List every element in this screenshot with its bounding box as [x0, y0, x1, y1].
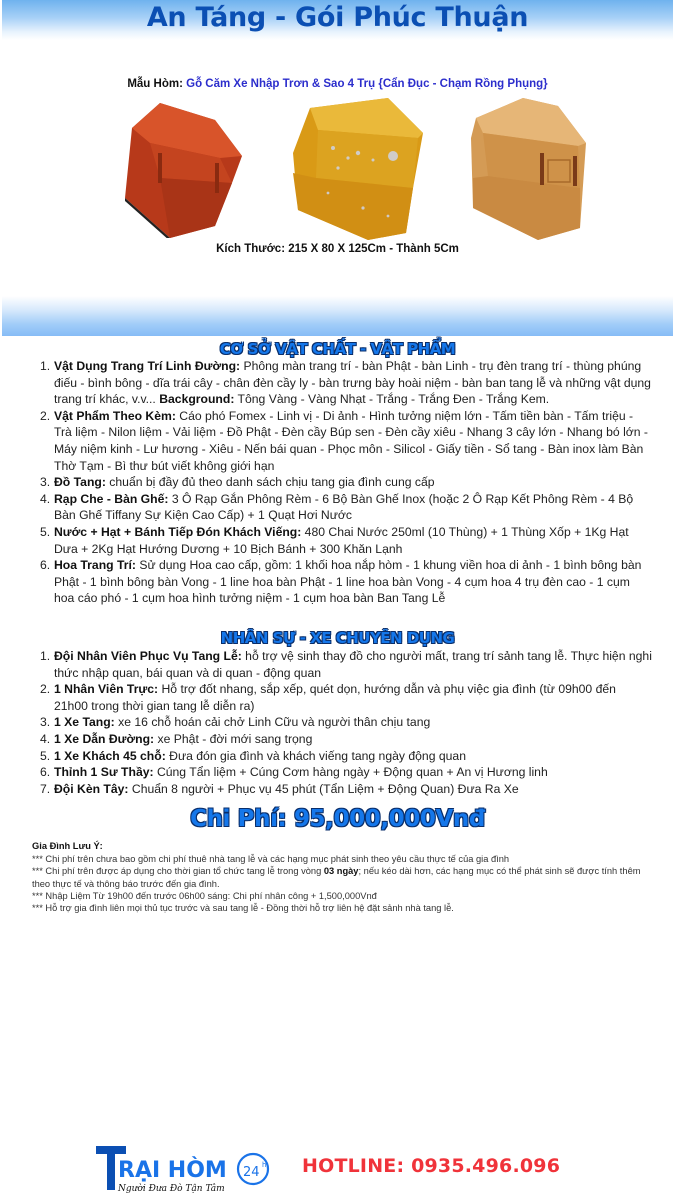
item-title: Hoa Trang Trí: [54, 558, 136, 573]
hotline-phone[interactable]: HOTLINE: 0935.496.096 [302, 1155, 561, 1177]
page-title: An Táng - Gói Phúc Thuận [146, 2, 529, 33]
facilities-item [40, 358, 652, 408]
footer [0, 1138, 675, 1194]
section-gradient-band [2, 296, 673, 336]
item-number: 4. [40, 731, 51, 746]
item-number: 3. [40, 475, 51, 490]
item-title: Nước + Hạt + Bánh Tiếp Đón Khách Viếng: [54, 524, 302, 539]
item-extra-text: Tông Vàng - Vàng Nhạt - Trắng - Trắng Đen - Trắng Kem. [234, 392, 550, 407]
item-text: Đưa đón gia đình và khách viếng tang ngày động quan [165, 748, 466, 763]
item-title: 1 Xe Tang: [54, 715, 115, 730]
carved-wood-coffin-image [468, 98, 588, 240]
item-text: 480 Chai Nước 250ml (10 Thùng) + 1 Thùng Xốp + 1Kg Hạt Dưa + 2Kg Hạt Hướng Dương + 10 Bịch Bánh + 300 Khăn Lạnh [54, 524, 629, 556]
coffin-size-text: Kích Thước: 215 X 80 X 125Cm - Thành 5Cm [216, 243, 459, 255]
item-title: Đội Kèn Tây: [54, 781, 129, 796]
brand-logo [96, 1144, 276, 1194]
facilities-list [40, 358, 652, 607]
item-title: Đội Nhân Viên Phục Vụ Tang Lễ: [54, 649, 242, 663]
facilities-item [40, 474, 652, 491]
staff-heading: NHÂN SỰ - XE CHUYÊN DỤNG [220, 629, 455, 647]
coffin-model-line [0, 78, 675, 90]
item-number: 6. [40, 558, 51, 573]
item-title: Vật Phẩm Theo Kèm: [54, 408, 176, 423]
item-number: 1. [40, 649, 51, 663]
item-text: 3 Ô Rạp Gắn Phông Rèm - 6 Bộ Bàn Ghế Inox (hoặc 2 Ô Rạp Kết Phông Rèm - 4 Bộ Bàn Ghế Tiffany Sự Kiện Cao Cấp) + 1 Quạt Hơi Nước [54, 491, 634, 523]
item-number: 2. [40, 682, 51, 697]
package-price: Chi Phí: 95,000,000Vnđ [190, 806, 485, 832]
item-text: Phông màn trang trí - bàn Phật - bàn Linh - trụ đèn trang trí - thùng phúng điếu - bình bông - dĩa trái cây - chân đèn cầy ly - bàn trưng bày hoài niệm - bàn ban tang lễ và những vật dụng trang trí khác, v.v... [54, 359, 651, 407]
note-text: *** Hỗ trợ gia đình liên mọi thủ tục trước và sau tang lễ - Đồng thời hỗ trợ liên hệ đặt sảnh nhà tang lễ. [32, 903, 454, 914]
staff-item [40, 714, 652, 731]
note-text: *** Nhập Liệm Từ 19h00 đến trước 06h00 sáng: Chi phí nhân công + 1,500,000Vnđ [32, 890, 377, 901]
staff-item [40, 781, 652, 798]
item-title: Rạp Che - Bàn Ghế: [54, 491, 169, 506]
svg-text:RẠI HÒM: RẠI HÒM [118, 1158, 227, 1183]
item-text: Sử dụng Hoa cao cấp, gồm: 1 khối hoa nắp hòm - 1 khung viền hoa di ảnh - 1 bình bông bàn Phật - 1 bình bông bàn Vong - 1 line hoa bàn Phật - 1 line hoa bàn Vong - 4 cụm hoa 4 trụ đèn cao - 1 cụm hoa cáo phó - 1 cụm hoa hình tưởng niệm - 1 cụm hoa bàn Ban Tang Lễ [54, 558, 642, 606]
item-title: Vật Dụng Trang Trí Linh Đường: [54, 359, 241, 373]
item-number: 1. [40, 359, 51, 373]
facilities-item [40, 524, 652, 557]
item-title: 1 Xe Dẫn Đường: [54, 731, 155, 746]
note-text: *** Chi phí trên được áp dụng cho thời gian tổ chức tang lễ trong vòng [32, 866, 324, 877]
svg-text:Người Đưa Đò Tận Tâm: Người Đưa Đò Tận Tâm [118, 1184, 225, 1194]
facilities-item [40, 557, 652, 607]
staff-item [40, 764, 652, 781]
item-title: Đồ Tang: [54, 475, 106, 490]
facilities-heading: CƠ SỞ VẬT CHẤT - VẬT PHẨM [219, 340, 456, 358]
item-text: chuẩn bị đầy đủ theo danh sách chịu tang gia đình cung cấp [105, 475, 435, 490]
item-extra-title: Background: [159, 392, 235, 407]
note-line [32, 853, 652, 865]
item-number: 7. [40, 781, 51, 796]
note-text: ; nếu kéo dài hơn, các hạng mục có thể phát sinh sẽ được tính thêm theo thực tế và thông báo trước đến gia đình. [32, 866, 641, 889]
svg-text:24: 24 [243, 1165, 260, 1180]
red-lacquer-coffin-image [120, 98, 250, 238]
item-text: xe Phật - đời mới sang trọng [154, 731, 313, 746]
item-text: xe 16 chỗ hoán cải chở Linh Cữu và người thân chịu tang [114, 715, 431, 730]
staff-item [40, 731, 652, 748]
note-text: *** Chi phí trên chưa bao gồm chi phí thuê nhà tang lễ và các hạng mục phát sinh theo yêu cầu thực tế của gia đình [32, 854, 510, 865]
staff-item [40, 648, 652, 681]
coffin-gallery [0, 98, 675, 238]
item-number: 3. [40, 715, 51, 730]
staff-item [40, 681, 652, 714]
item-title: 1 Xe Khách 45 chỗ: [54, 748, 166, 763]
item-title: 1 Nhân Viên Trực: [54, 682, 159, 697]
item-number: 6. [40, 765, 51, 780]
item-text: Chuẩn 8 người + Phục vụ 45 phút (Tẩn Liệm + Động Quan) Đưa Ra Xe [128, 781, 519, 796]
logo-mark-icon [96, 1144, 276, 1194]
note-bold: 03 ngày [323, 866, 359, 877]
note-line [32, 865, 652, 889]
item-text: Cúng Tẩn liệm + Cúng Cơm hàng ngày + Động quan + An vị Hương linh [153, 765, 548, 780]
notes-title: Gia Đình Lưu Ý: [32, 841, 103, 851]
staff-item [40, 748, 652, 765]
item-text: Cáo phó Fomex - Linh vị - Di ảnh - Hình tưởng niệm lớn - Tấm tiền bàn - Tấm triệu - Trà liệm - Nilon liệm - Vải liệm - Đồ Phật - Đèn cầy Búp sen - Đèn cầy xiêu - Nhang 3 cây lớn - Nhang bó lớn - Máy niệm kinh - Lư hương - Xiêu - Nến bái quan - Phọc môn - Silicol - Giấy tiền - Sổ tang - Bàn inox làm Bàn Thờ Tạm - Bì thư bút viết không giới hạn [54, 408, 648, 473]
coffin-model-value: Gỗ Căm Xe Nhập Trơn & Sao 4 Trụ {Cẩn Đục - Chạm Rồng Phụng} [186, 78, 548, 90]
item-number: 5. [40, 524, 51, 539]
note-line [32, 890, 652, 902]
item-text: hỗ trợ vệ sinh thay đồ cho người mất, trang trí sảnh tang lễ. Thực hiện nghi thức nhập quan, bái quan và di quan - động quan [54, 649, 652, 680]
note-line [32, 902, 652, 914]
coffin-model-label: Mẫu Hòm: [127, 78, 183, 90]
item-text: Hỗ trợ đốt nhang, sắp xếp, quét dọn, hướng dẫn và phụ việc gia đình (từ 09h00 đến 21h00 trong thời gian tang lễ diễn ra) [54, 682, 616, 713]
item-number: 2. [40, 408, 51, 423]
item-number: 4. [40, 491, 51, 506]
yellow-inlaid-coffin-image [288, 98, 428, 240]
facilities-item [40, 408, 652, 474]
item-number: 5. [40, 748, 51, 763]
family-notes [32, 840, 652, 914]
facilities-item [40, 491, 652, 524]
svg-text:h: h [262, 1161, 267, 1169]
staff-list [40, 648, 652, 797]
item-title: Thỉnh 1 Sư Thầy: [54, 765, 154, 780]
